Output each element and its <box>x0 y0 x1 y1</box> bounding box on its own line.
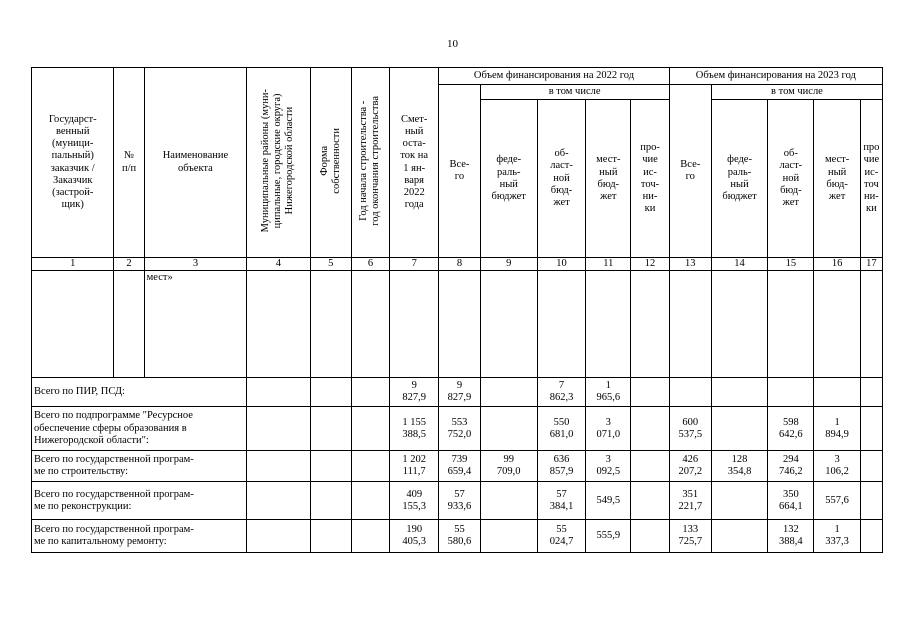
cell-total-2023: 600 537,5 <box>669 407 711 451</box>
cell-other-2023 <box>860 482 882 520</box>
table-row <box>32 482 883 520</box>
column-number: 5 <box>310 258 351 271</box>
column-number: 14 <box>711 258 767 271</box>
cell-other-2023 <box>860 451 882 482</box>
financing-table <box>31 67 883 553</box>
column-number: 7 <box>390 258 439 271</box>
continuation-text: мест» <box>144 271 247 378</box>
header-total-2022: Все- го <box>439 85 480 258</box>
table-row <box>32 407 883 451</box>
column-number: 15 <box>768 258 814 271</box>
cell-estimate: 9 827,9 <box>390 378 439 407</box>
header-including-2023: в том числе <box>711 85 882 100</box>
header-fin-2023: Объем финансирования на 2023 год <box>669 68 882 85</box>
page-number: 10 <box>447 38 458 50</box>
column-number: 13 <box>669 258 711 271</box>
column-number: 8 <box>439 258 480 271</box>
cell-other-2022 <box>631 407 669 451</box>
column-number: 12 <box>631 258 669 271</box>
cell-total-2023: 426 207,2 <box>669 451 711 482</box>
column-number: 6 <box>351 258 389 271</box>
cell-other-2022 <box>631 378 669 407</box>
header-local-2023: мест- ный бюд- жет <box>814 100 860 258</box>
header-estimate: Смет- ный оста- ток на 1 ян- варя 2022 года <box>390 68 439 258</box>
column-number: 4 <box>247 258 310 271</box>
cell-local-2022: 3 092,5 <box>586 451 631 482</box>
header-fin-2022: Объем финансирования на 2022 год <box>439 68 669 85</box>
column-number: 17 <box>860 258 882 271</box>
cell-local-2023 <box>814 378 860 407</box>
cell-total-2023: 351 221,7 <box>669 482 711 520</box>
cell-other-2023 <box>860 520 882 553</box>
cell-local-2023: 1 337,3 <box>814 520 860 553</box>
cell-other-2022 <box>631 451 669 482</box>
header-other-2023: про чие ис- точ ни- ки <box>860 100 882 258</box>
cell-regional-2022: 550 681,0 <box>537 407 585 451</box>
cell-estimate: 190 405,3 <box>390 520 439 553</box>
cell-other-2022 <box>631 482 669 520</box>
header-number: № п/п <box>114 68 144 258</box>
cell-federal-2022 <box>480 520 537 553</box>
cell-federal-2022 <box>480 378 537 407</box>
table-row <box>32 451 883 482</box>
cell-regional-2022: 55 024,7 <box>537 520 585 553</box>
cell-federal-2023 <box>711 520 767 553</box>
table-row <box>32 520 883 553</box>
cell-other-2023 <box>860 378 882 407</box>
header-districts-cell <box>247 68 310 258</box>
header-years-cell <box>351 68 389 258</box>
header-districts: Муниципальные районы (муни- ципальные, городские округа) Нижегородской области <box>260 88 296 233</box>
header-row-1 <box>32 68 883 85</box>
cell-estimate: 409 155,3 <box>390 482 439 520</box>
column-number: 1 <box>32 258 114 271</box>
cell-estimate: 1 202 111,7 <box>390 451 439 482</box>
cell-regional-2023: 294 746,2 <box>768 451 814 482</box>
column-number: 10 <box>537 258 585 271</box>
cell-federal-2022 <box>480 482 537 520</box>
column-number: 9 <box>480 258 537 271</box>
header-local-2022: мест- ный бюд- жет <box>586 100 631 258</box>
cell-federal-2023: 128 354,8 <box>711 451 767 482</box>
continuation-row <box>32 271 883 378</box>
header-ownership: Форма собственности <box>318 127 342 194</box>
cell-total-2023: 133 725,7 <box>669 520 711 553</box>
column-number: 16 <box>814 258 860 271</box>
row-label: Всего по государственной програм- ме по капитальному ремонту: <box>32 520 247 553</box>
column-number: 3 <box>144 258 247 271</box>
cell-other-2022 <box>631 520 669 553</box>
cell-regional-2022: 57 384,1 <box>537 482 585 520</box>
cell-regional-2022: 636 857,9 <box>537 451 585 482</box>
cell-regional-2023 <box>768 378 814 407</box>
header-federal-2022: феде- раль- ный бюджет <box>480 100 537 258</box>
cell-other-2023 <box>860 407 882 451</box>
cell-federal-2023 <box>711 378 767 407</box>
header-customer: Государст- венный (муници- пальный) заказчик / Заказчик (застрой- щик) <box>32 68 114 258</box>
row-label: Всего по государственной програм- ме по реконструкции: <box>32 482 247 520</box>
header-object: Наименование объекта <box>144 68 247 258</box>
header-total-2023: Все- го <box>669 85 711 258</box>
cell-local-2023: 3 106,2 <box>814 451 860 482</box>
cell-local-2022: 555,9 <box>586 520 631 553</box>
header-other-2022: про- чие ис- точ- ни- ки <box>631 100 669 258</box>
cell-federal-2022 <box>480 407 537 451</box>
cell-total-2022: 9 827,9 <box>439 378 480 407</box>
cell-local-2022: 549,5 <box>586 482 631 520</box>
cell-estimate: 1 155 388,5 <box>390 407 439 451</box>
row-label: Всего по государственной програм- ме по строительству: <box>32 451 247 482</box>
column-number: 2 <box>114 258 144 271</box>
cell-regional-2022: 7 862,3 <box>537 378 585 407</box>
cell-federal-2023 <box>711 482 767 520</box>
cell-total-2022: 553 752,0 <box>439 407 480 451</box>
column-number-row <box>32 258 883 271</box>
cell-local-2022: 3 071,0 <box>586 407 631 451</box>
header-regional-2022: об- ласт- ной бюд- жет <box>537 100 585 258</box>
cell-total-2022: 57 933,6 <box>439 482 480 520</box>
cell-regional-2023: 350 664,1 <box>768 482 814 520</box>
cell-regional-2023: 132 388,4 <box>768 520 814 553</box>
header-federal-2023: феде- раль- ный бюджет <box>711 100 767 258</box>
cell-federal-2023 <box>711 407 767 451</box>
row-label: Всего по ПИР, ПСД: <box>32 378 247 407</box>
column-number: 11 <box>586 258 631 271</box>
cell-local-2023: 1 894,9 <box>814 407 860 451</box>
table-row <box>32 378 883 407</box>
cell-federal-2022: 99 709,0 <box>480 451 537 482</box>
header-years: Год начала строительства - год окончания строительства <box>358 95 382 226</box>
cell-total-2022: 739 659,4 <box>439 451 480 482</box>
cell-total-2023 <box>669 378 711 407</box>
header-including-2022: в том числе <box>480 85 669 100</box>
cell-local-2022: 1 965,6 <box>586 378 631 407</box>
header-ownership-cell <box>310 68 351 258</box>
cell-regional-2023: 598 642,6 <box>768 407 814 451</box>
row-label: Всего по подпрограмме "Ресурсное обеспечение сферы образования в Нижегородской области": <box>32 407 247 451</box>
header-regional-2023: об- ласт- ной бюд- жет <box>768 100 814 258</box>
cell-local-2023: 557,6 <box>814 482 860 520</box>
cell-total-2022: 55 580,6 <box>439 520 480 553</box>
